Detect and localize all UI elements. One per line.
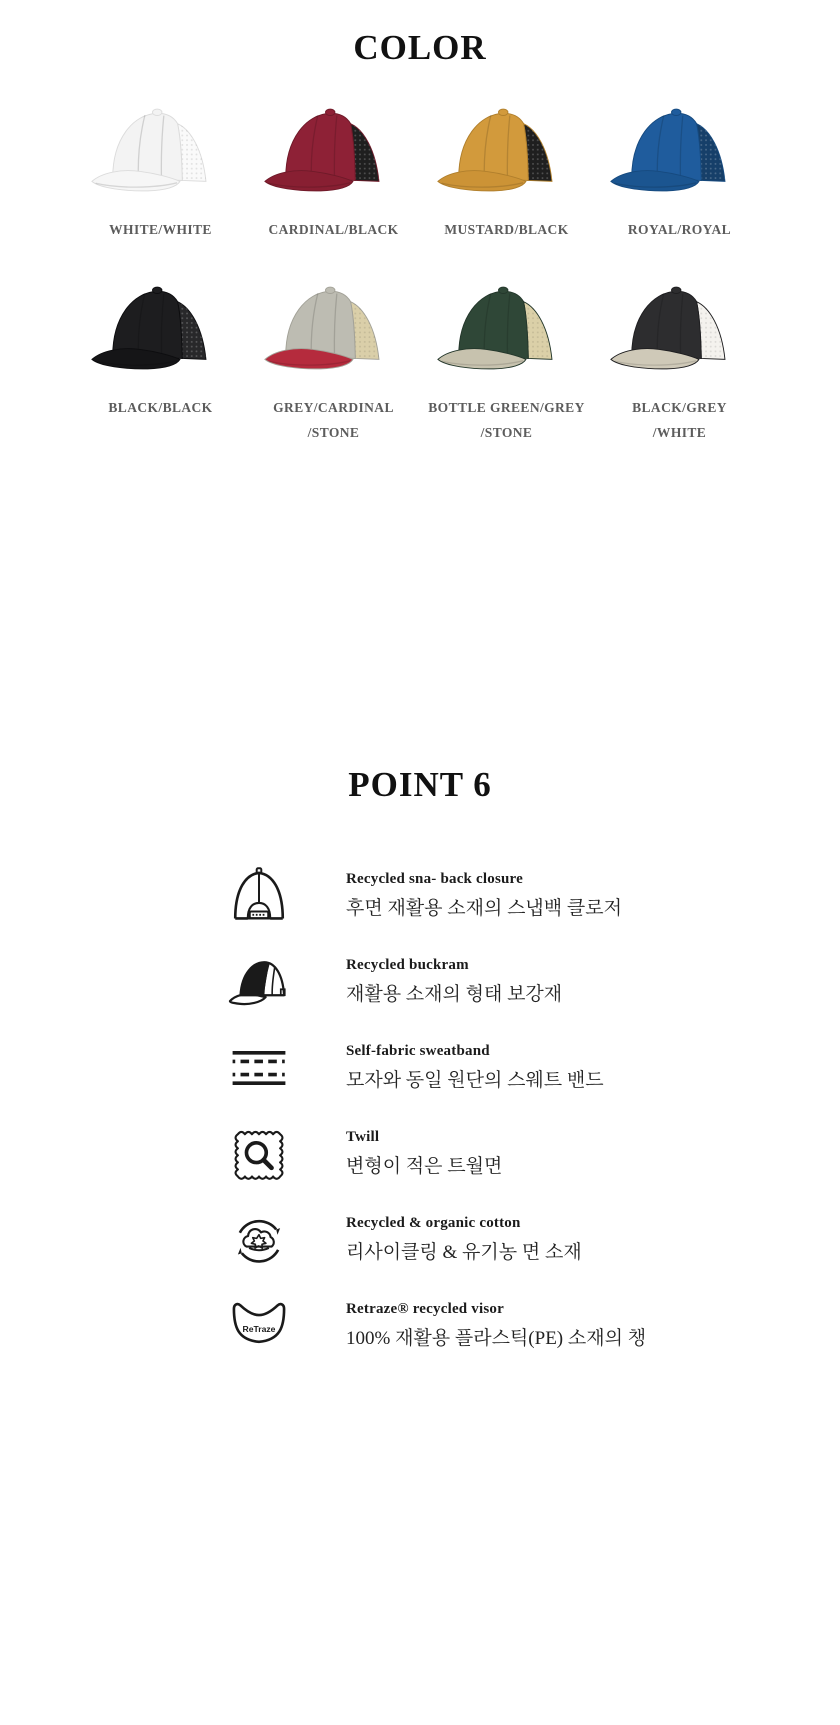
cap-color-label-line1: WHITE/WHITE bbox=[109, 222, 212, 237]
feature-title-en: Retraze® recycled visor bbox=[346, 1301, 504, 1318]
cap-color-label-line1: CARDINAL/BLACK bbox=[268, 222, 399, 237]
feature-desc-ko: 재활용 소재의 형태 보강재 bbox=[346, 984, 563, 1006]
visor-icon bbox=[226, 1293, 292, 1359]
trucker-cap-image bbox=[85, 278, 237, 384]
trucker-cap-image bbox=[431, 278, 583, 384]
trucker-cap-image bbox=[604, 278, 756, 384]
cap-color-label bbox=[273, 396, 394, 445]
cap-color-label-line1: ROYAL/ROYAL bbox=[627, 222, 732, 237]
feature-desc-ko: 변형이 적은 트월면 bbox=[346, 1156, 503, 1178]
trucker-cap-image bbox=[431, 100, 583, 206]
feature-title-en: Recycled buckram bbox=[346, 957, 469, 974]
cap-color-label-line2: /STONE bbox=[480, 424, 533, 440]
feature-item bbox=[0, 1283, 840, 1369]
sweatband-icon bbox=[226, 1035, 292, 1101]
cap-color-label-line1: GREY/CARDINAL bbox=[273, 400, 394, 416]
feature-title-en: Recycled sna- back closure bbox=[346, 871, 523, 888]
cap-swatch bbox=[593, 278, 766, 445]
feature-title-en: Twill bbox=[346, 1129, 380, 1146]
buckram-icon bbox=[226, 949, 292, 1015]
cap-color-label bbox=[632, 396, 727, 445]
feature-item bbox=[0, 1111, 840, 1197]
feature-desc-ko: 후면 재활용 소재의 스냅백 클로저 bbox=[346, 898, 622, 920]
cap-color-label-line1: MUSTARD/BLACK bbox=[444, 222, 569, 237]
trucker-cap-image bbox=[258, 100, 410, 206]
cap-swatch bbox=[247, 278, 420, 445]
cap-swatch bbox=[74, 100, 247, 242]
feature-title-en: Self-fabric sweatband bbox=[346, 1043, 490, 1060]
cap-swatch bbox=[420, 100, 593, 242]
caps-grid bbox=[74, 100, 766, 445]
cap-color-label bbox=[268, 218, 398, 242]
cap-color-label bbox=[444, 218, 568, 242]
snapback-icon bbox=[226, 863, 292, 929]
cap-color-label bbox=[109, 218, 212, 242]
feature-desc-ko: 모자와 동일 원단의 스웨트 밴드 bbox=[346, 1070, 604, 1092]
cap-swatch bbox=[420, 278, 593, 445]
cap-swatch bbox=[247, 100, 420, 242]
feature-item bbox=[0, 1197, 840, 1283]
color-section-title: COLOR bbox=[353, 28, 487, 67]
trucker-cap-image bbox=[258, 278, 410, 384]
feature-item bbox=[0, 853, 840, 939]
cap-swatch bbox=[593, 100, 766, 242]
cap-color-label bbox=[428, 396, 584, 445]
cotton-icon bbox=[226, 1207, 292, 1273]
trucker-cap-image bbox=[604, 100, 756, 206]
cap-color-label bbox=[108, 396, 212, 420]
features-list bbox=[0, 853, 840, 1369]
cap-color-label bbox=[628, 218, 731, 242]
retraze-logo-text: ReTraze bbox=[242, 1323, 276, 1334]
feature-item bbox=[0, 1025, 840, 1111]
feature-item bbox=[0, 939, 840, 1025]
feature-desc-ko: 리사이클링 & 유기농 면 소재 bbox=[346, 1242, 582, 1264]
cap-color-label-line1: BLACK/BLACK bbox=[108, 400, 213, 416]
point-section-title: POINT 6 bbox=[348, 764, 492, 804]
cap-color-label-line1: BLACK/GREY bbox=[632, 400, 727, 416]
cap-color-label-line2: /WHITE bbox=[652, 424, 707, 440]
feature-desc-ko: 100% 재활용 플라스틱(PE) 소재의 챙 bbox=[346, 1328, 647, 1350]
cap-color-label-line2: /STONE bbox=[307, 424, 360, 440]
cap-color-label-line1: BOTTLE GREEN/GREY bbox=[428, 400, 585, 416]
cap-swatch bbox=[74, 278, 247, 445]
twill-icon bbox=[226, 1121, 292, 1187]
trucker-cap-image bbox=[85, 100, 237, 206]
feature-title-en: Recycled & organic cotton bbox=[346, 1215, 521, 1232]
